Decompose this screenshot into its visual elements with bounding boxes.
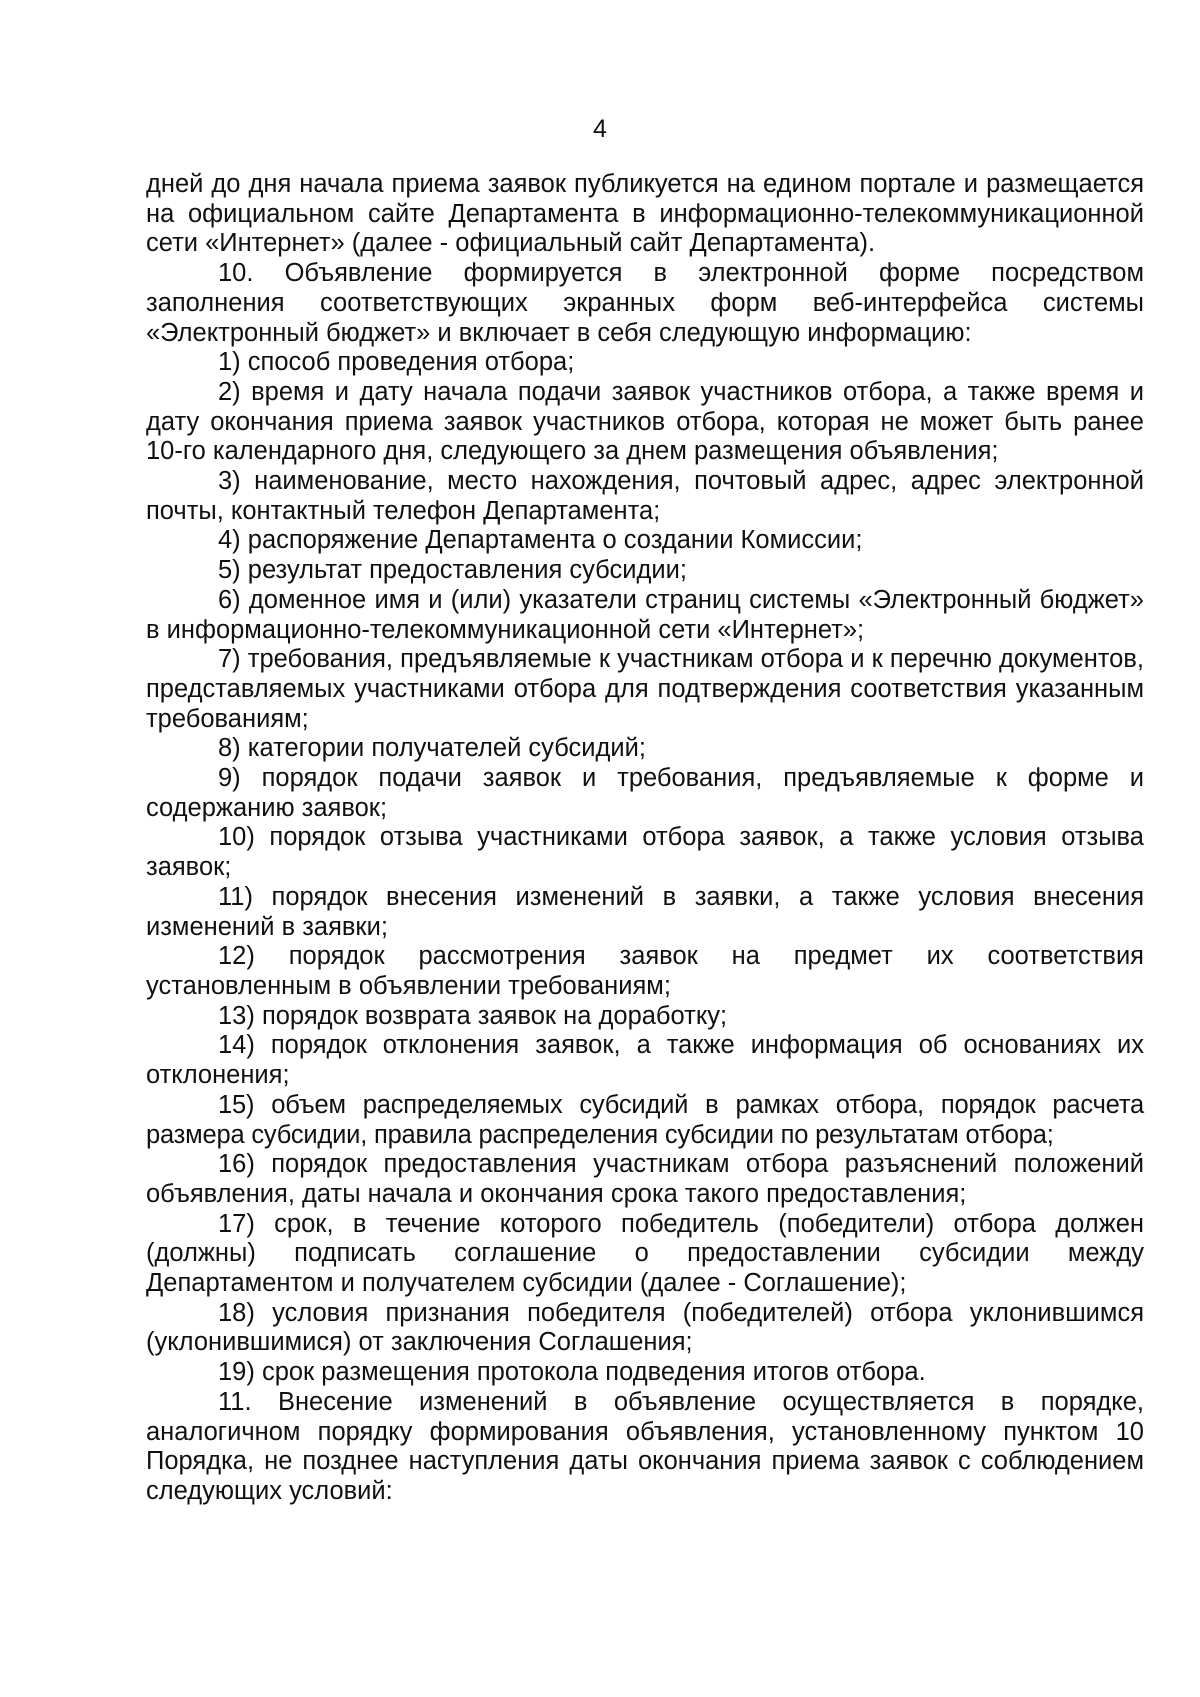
list-item-9: 9) порядок подачи заявок и требования, предъявляемые к форме и содержанию заявок; [146, 764, 1144, 822]
page-number: 4 [593, 115, 607, 143]
list-item-18: 18) условия признания победителя (победителей) отбора уклонившимся (уклонившимися) от заключения Соглашения; [146, 1298, 1144, 1357]
list-item-10: 10) порядок отзыва участниками отбора заявок, а также условия отзыва заявок; [146, 823, 1144, 882]
list-item-19: 19) срок размещения протокола подведения итогов отбора. [218, 1358, 926, 1387]
list-item-14: 14) порядок отклонения заявок, а также информация об основаниях их отклонения; [146, 1031, 1144, 1090]
paragraph-item-11: 11. Внесение изменений в объявление осуществляется в порядке, аналогичном порядку формирования объявления, установленному пунктом 10 Порядка, не позднее наступления даты окончания приема заявок с соблюдением следующих условий: [146, 1387, 1144, 1505]
list-item-13: 13) порядок возврата заявок на доработку; [218, 1001, 728, 1030]
list-item-4: 4) распоряжение Департамента о создании Комиссии; [218, 526, 863, 555]
document-body [146, 170, 1144, 1507]
list-item-16: 16) порядок предоставления участникам отбора разъяснений положений объявления, даты начала и окончания срока такого предоставления; [146, 1150, 1144, 1208]
list-item-11: 11) порядок внесения изменений в заявки, а также условия внесения изменений в заявки; [146, 882, 1144, 941]
paragraph-item-10: 10. Объявление формируется в электронной форме посредством заполнения соответствующих экранных форм веб-интерфейса системы «Электронный бюджет» и включает в себя следующую информацию: [146, 259, 1144, 347]
list-item-6: 6) доменное имя и (или) указатели страниц системы «Электронный бюджет» в информационно-телекоммуникационной сети «Интернет»; [146, 585, 1144, 644]
list-item-5: 5) результат предоставления субсидии; [218, 556, 687, 585]
list-item-1: 1) способ проведения отбора; [218, 348, 575, 377]
list-item-15: 15) объем распределяемых субсидий в рамках отбора, порядок расчета размера субсидии, правила распределения субсидии по результатам отбора; [146, 1090, 1144, 1149]
list-item-2: 2) время и дату начала подачи заявок участников отбора, а также время и дату окончания приема заявок участников отбора, которая не может быть ранее 10-го календарного дня, следующего за днем размещения объявления; [146, 377, 1144, 466]
list-item-8: 8) категории получателей субсидий; [218, 734, 646, 763]
list-item-12: 12) порядок рассмотрения заявок на предмет их соответствия установленным в объявлении требованиям; [146, 942, 1144, 1000]
list-item-3: 3) наименование, место нахождения, почтовый адрес, адрес электронной почты, контактный телефон Департамента; [146, 467, 1144, 525]
list-item-7: 7) требования, предъявляемые к участникам отбора и к перечню документов, представляемых участниками отбора для подтверждения соответствия указанным требованиям; [146, 645, 1144, 733]
paragraph-continuation: дней до дня начала приема заявок публикуется на едином портале и размещается на официальном сайте Департамента в информационно-телекоммуникационной сети «Интернет» (далее - официальный сайт Департамента). [146, 170, 1144, 258]
list-item-17: 17) срок, в течение которого победитель (победители) отбора должен (должны) подписать соглашение о предоставлении субсидии между Департаментом и получателем субсидии (далее - Соглашение); [146, 1209, 1144, 1298]
